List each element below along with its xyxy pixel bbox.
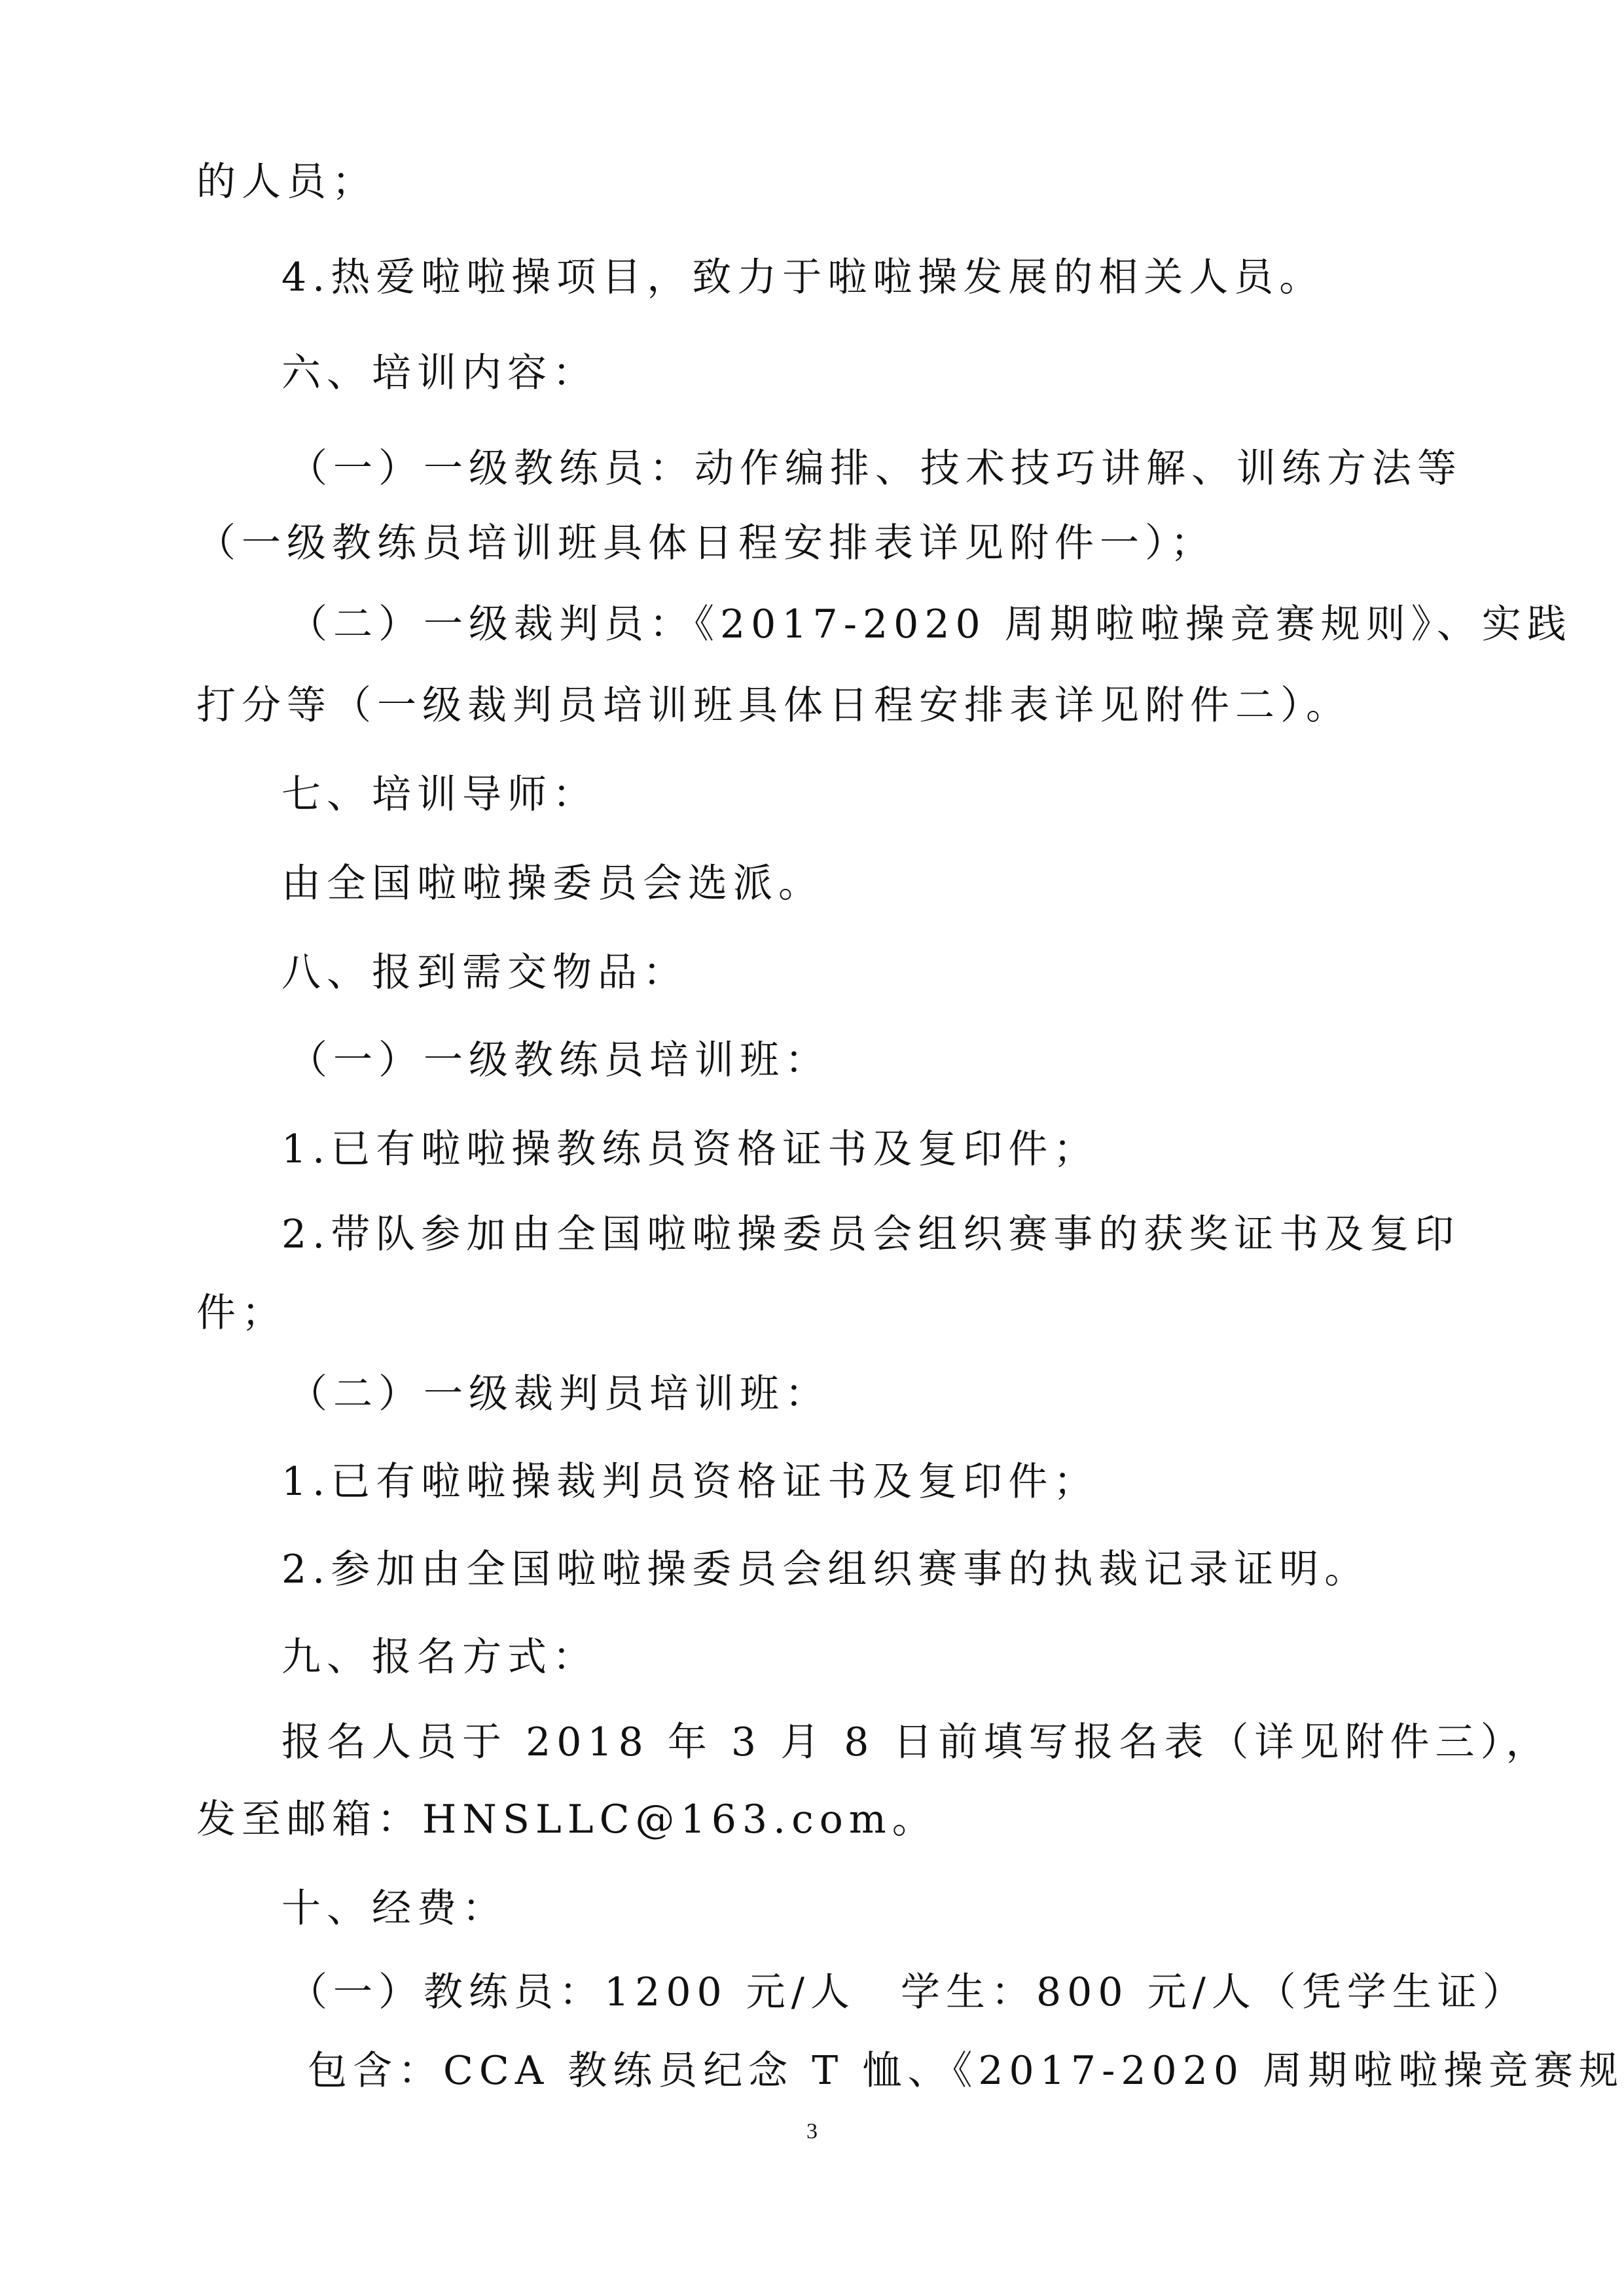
text-line-11: （一）一级教练员培训班： xyxy=(288,1037,830,1083)
section-heading-registration: 九、报名方式： xyxy=(281,1634,598,1680)
text-line-16: 1.已有啦啦操裁判员资格证书及复印件； xyxy=(281,1459,1099,1505)
text-line-12: 1.已有啦啦操教练员资格证书及复印件； xyxy=(281,1126,1099,1172)
text-line-20: 发至邮箱：HNSLLC@163.com。 xyxy=(196,1797,937,1842)
text-line-22: （一）教练员：1200 元/人 学生：800 元/人（凭学生证） xyxy=(288,1969,1528,2015)
page-number: 3 xyxy=(806,2119,818,2144)
text-line-6: （二）一级裁判员：《2017-2020 周期啦啦操竞赛规则》、实践 xyxy=(288,601,1572,647)
section-heading-fees: 十、经费： xyxy=(281,1886,507,1931)
section-heading-training-mentors: 七、培训导师： xyxy=(281,772,598,817)
text-line-1: 的人员； xyxy=(196,159,377,205)
text-line-19: 报名人员于 2018 年 3 月 8 日前填写报名表（详见附件三）， xyxy=(281,1719,1551,1765)
text-line-4: （一）一级教练员：动作编排、技术技巧讲解、训练方法等 xyxy=(288,446,1462,492)
text-line-13: 2.带队参加由全国啦啦操委员会组织赛事的获奖证书及复印 xyxy=(281,1211,1460,1257)
section-heading-training-content: 六、培训内容： xyxy=(281,350,598,396)
text-line-14: 件； xyxy=(196,1290,287,1336)
text-line-17: 2.参加由全国啦啦操委员会组织赛事的执裁记录证明。 xyxy=(281,1547,1370,1592)
text-line-23: 包含：CCA 教练员纪念 T 恤、《2017-2020 周期啦啦操竞赛规 xyxy=(308,2048,1624,2094)
text-line-2: 4.热爱啦啦操项目，致力于啦啦操发展的相关人员。 xyxy=(281,255,1325,300)
text-line-7: 打分等（一级裁判员培训班具体日程安排表详见附件二）。 xyxy=(196,683,1351,728)
section-heading-check-in-items: 八、报到需交物品： xyxy=(281,950,688,996)
text-line-5: （一级教练员培训班具体日程安排表详见附件一）； xyxy=(196,520,1216,566)
text-line-9: 由全国啦啦操委员会选派。 xyxy=(281,861,823,906)
text-line-15: （二）一级裁判员培训班： xyxy=(288,1371,830,1417)
